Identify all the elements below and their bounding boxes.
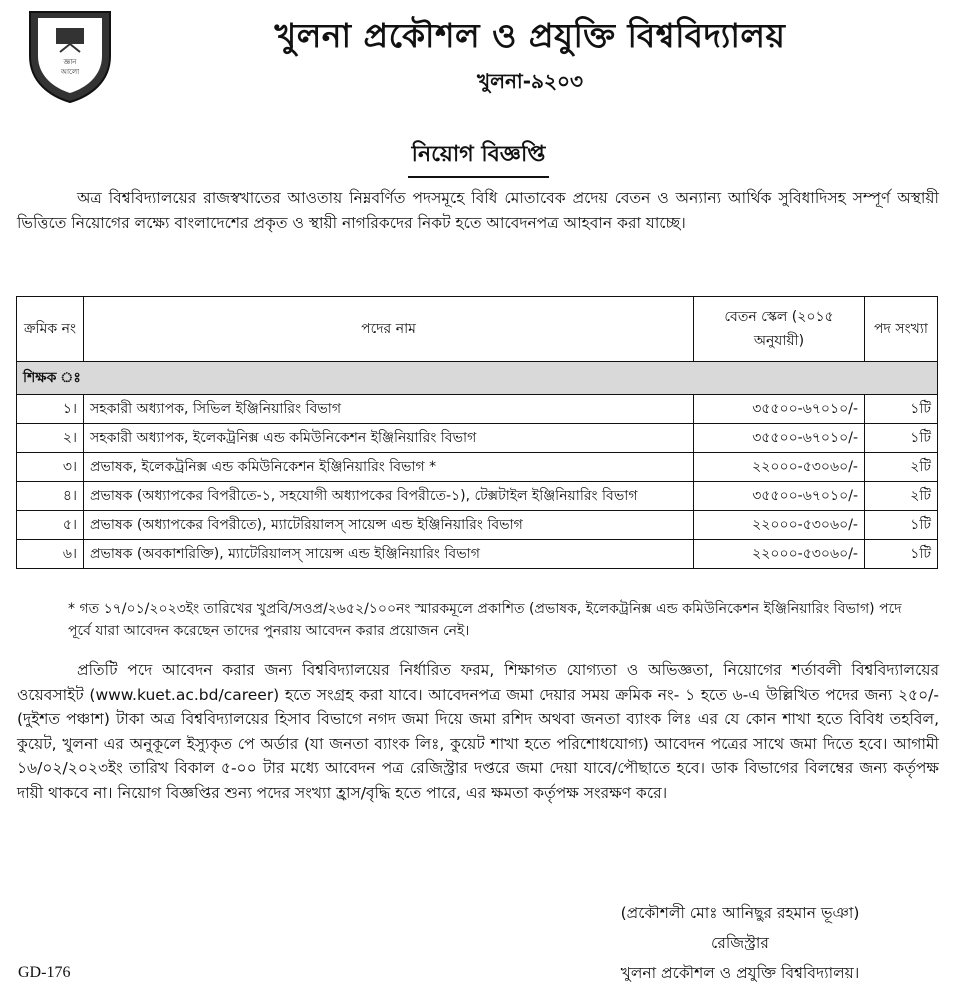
university-address: খুলনা-৯২০৩ [476, 69, 584, 93]
cell-name: প্রভাষক (অধ্যাপকের বিপরীতে), ম্যাটেরিয়ালস্ সায়েন্স এন্ড ইঞ্জিনিয়ারিং বিভাগ [84, 511, 694, 540]
cell-pay: ৩৫৫০০-৬৭০১০/- [694, 424, 865, 453]
table-row [17, 395, 938, 424]
cell-sl: ৩। [17, 453, 84, 482]
table-row [17, 511, 938, 540]
footnote: * গত ১৭/০১/২০২৩ইং তারিখের খুপ্রবি/সওপ্র/২৬৫২/১০০নং স্মারকমূলে প্রকাশিত (প্রভাষক, ইলেকট্রনিক্স এন্ড কমিউনিকেশন ইঞ্জিনিয়ারিং বিভাগ) পদে পূর্বে যারা আবেদন করেছেন তাদের পুনরায় আবেদন করার প্রয়োজন নেই। [68, 601, 902, 639]
table-row [17, 453, 938, 482]
cell-count: ১টি [865, 424, 938, 453]
table-row [17, 540, 938, 569]
cell-sl: ৬। [17, 540, 84, 569]
cell-pay: ২২০০০-৫৩০৬০/- [694, 511, 865, 540]
cell-sl: ২। [17, 424, 84, 453]
cell-sl: ৪। [17, 482, 84, 511]
notice-heading-wrap [0, 137, 957, 178]
notice-heading: নিয়োগ বিজ্ঞপ্তি [408, 137, 550, 178]
cell-pay: ৩৫৫০০-৬৭০১০/- [694, 482, 865, 511]
svg-text:আলো: আলো [60, 68, 80, 76]
cell-count: ১টি [865, 395, 938, 424]
cell-count: ২টি [865, 453, 938, 482]
university-seal-icon [20, 4, 120, 104]
signatory-name: (প্রকৌশলী মোঃ আনিছুর রহমান ভূঞা) [620, 904, 860, 922]
cell-count: ২টি [865, 482, 938, 511]
cell-name: প্রভাষক, ইলেকট্রনিক্স এন্ড কমিউনিকেশন ইঞ্জিনিয়ারিং বিভাগ * [84, 453, 694, 482]
posts-table [16, 296, 938, 569]
header-count: পদ সংখ্যা [865, 297, 938, 362]
cell-count: ১টি [865, 511, 938, 540]
cell-name: প্রভাষক (অধ্যাপকের বিপরীতে-১, সহযোগী অধ্যাপকের বিপরীতে-১), টেক্সটাইল ইঞ্জিনিয়ারিং বিভাগ [84, 482, 694, 511]
cell-name: সহকারী অধ্যাপক, ইলেকট্রনিক্স এন্ড কমিউনিকেশন ইঞ্জিনিয়ারিং বিভাগ [84, 424, 694, 453]
table-row [17, 482, 938, 511]
gd-code: GD-176 [18, 964, 71, 981]
header-name: পদের নাম [84, 297, 694, 362]
signature-block [540, 898, 940, 988]
body-paragraph: প্রতিটি পদে আবেদন করার জন্য বিশ্ববিদ্যালয়ের নির্ধারিত ফরম, শিক্ষাগত যোগ্যতা ও অভিজ্ঞতা, নিয়োগের শর্তাবলী বিশ্ববিদ্যালয়ের ওয়েবসাইট (www.kuet.ac.bd/career) হতে সংগ্রহ করা যাবে। আবেদনপত্র জমা দেয়ার সময় ক্রমিক নং- ১ হতে ৬-এ উল্লিখিত পদের জন্য ২৫০/- (দুইশত পঞ্চাশ) টাকা অত্র বিশ্ববিদ্যালয়ের হিসাব বিভাগে নগদ জমা দিয়ে জমা রশিদ অথবা জনতা ব্যাংক লিঃ এর যে কোন শাখা হতে বিবিধ তহবিল, কুয়েট, খুলনা এর অনুকূলে ইস্যুকৃত পে অর্ডার (যা জনতা ব্যাংক লিঃ, কুয়েট শাখা হতে পরিশোধযোগ্য) আবেদন পত্রের সাথে জমা দিতে হবে। আগামী ১৬/০২/২০২৩ইং তারিখ বিকাল ৫-০০ টার মধ্যে আবেদন পত্র রেজিস্ট্রার দপ্তরে জমা দেয়া যাবে/পৌছাতে হবে। ডাক বিভাগের বিলম্বের জন্য কর্তৃপক্ষ দায়ী থাকবে না। নিয়োগ বিজ্ঞপ্তির শুন্য পদের সংখ্যা হ্রাস/বৃদ্ধি হতে পারে, এর ক্ষমতা কর্তৃপক্ষ সংরক্ষণ করে। [17, 661, 939, 802]
cell-count: ১টি [865, 540, 938, 569]
cell-sl: ১। [17, 395, 84, 424]
cell-pay: ২২০০০-৫৩০৬০/- [694, 540, 865, 569]
header-sl: ক্রমিক নং [17, 297, 84, 362]
header-pay: বেতন স্কেল (২০১৫ অনুযায়ী) [694, 297, 865, 362]
cell-pay: ২২০০০-৫৩০৬০/- [694, 453, 865, 482]
signatory-designation: রেজিস্ট্রার [711, 934, 769, 952]
cell-name: সহকারী অধ্যাপক, সিভিল ইঞ্জিনিয়ারিং বিভাগ [84, 395, 694, 424]
university-title: খুলনা প্রকৌশল ও প্রযুক্তি বিশ্ববিদ্যালয় [274, 16, 786, 55]
signatory-org: খুলনা প্রকৌশল ও প্রযুক্তি বিশ্ববিদ্যালয়। [620, 964, 860, 982]
cell-name: প্রভাষক (অবকাশরিক্তি), ম্যাটেরিয়ালস্ সায়েন্স এন্ড ইঞ্জিনিয়ারিং বিভাগ [84, 540, 694, 569]
category-row: শিক্ষক ঃ [17, 362, 938, 395]
cell-pay: ৩৫৫০০-৬৭০১০/- [694, 395, 865, 424]
table-row [17, 424, 938, 453]
cell-sl: ৫। [17, 511, 84, 540]
intro-paragraph: অত্র বিশ্ববিদ্যালয়ের রাজস্বখাতের আওতায় নিম্নবর্ণিত পদসমূহে বিধি মোতাবেক প্রদেয় বেতন ও অন্যান্য আর্থিক সুবিধাদিসহ সম্পূর্ণ অস্থায়ী ভিত্তিতে নিয়োগের লক্ষ্যে বাংলাদেশের প্রকৃত ও স্থায়ী নাগরিকদের নিকট হতে আবেদনপত্র আহবান করা যাচ্ছে। [17, 189, 939, 232]
svg-text:জ্ঞান: জ্ঞান [63, 58, 77, 66]
